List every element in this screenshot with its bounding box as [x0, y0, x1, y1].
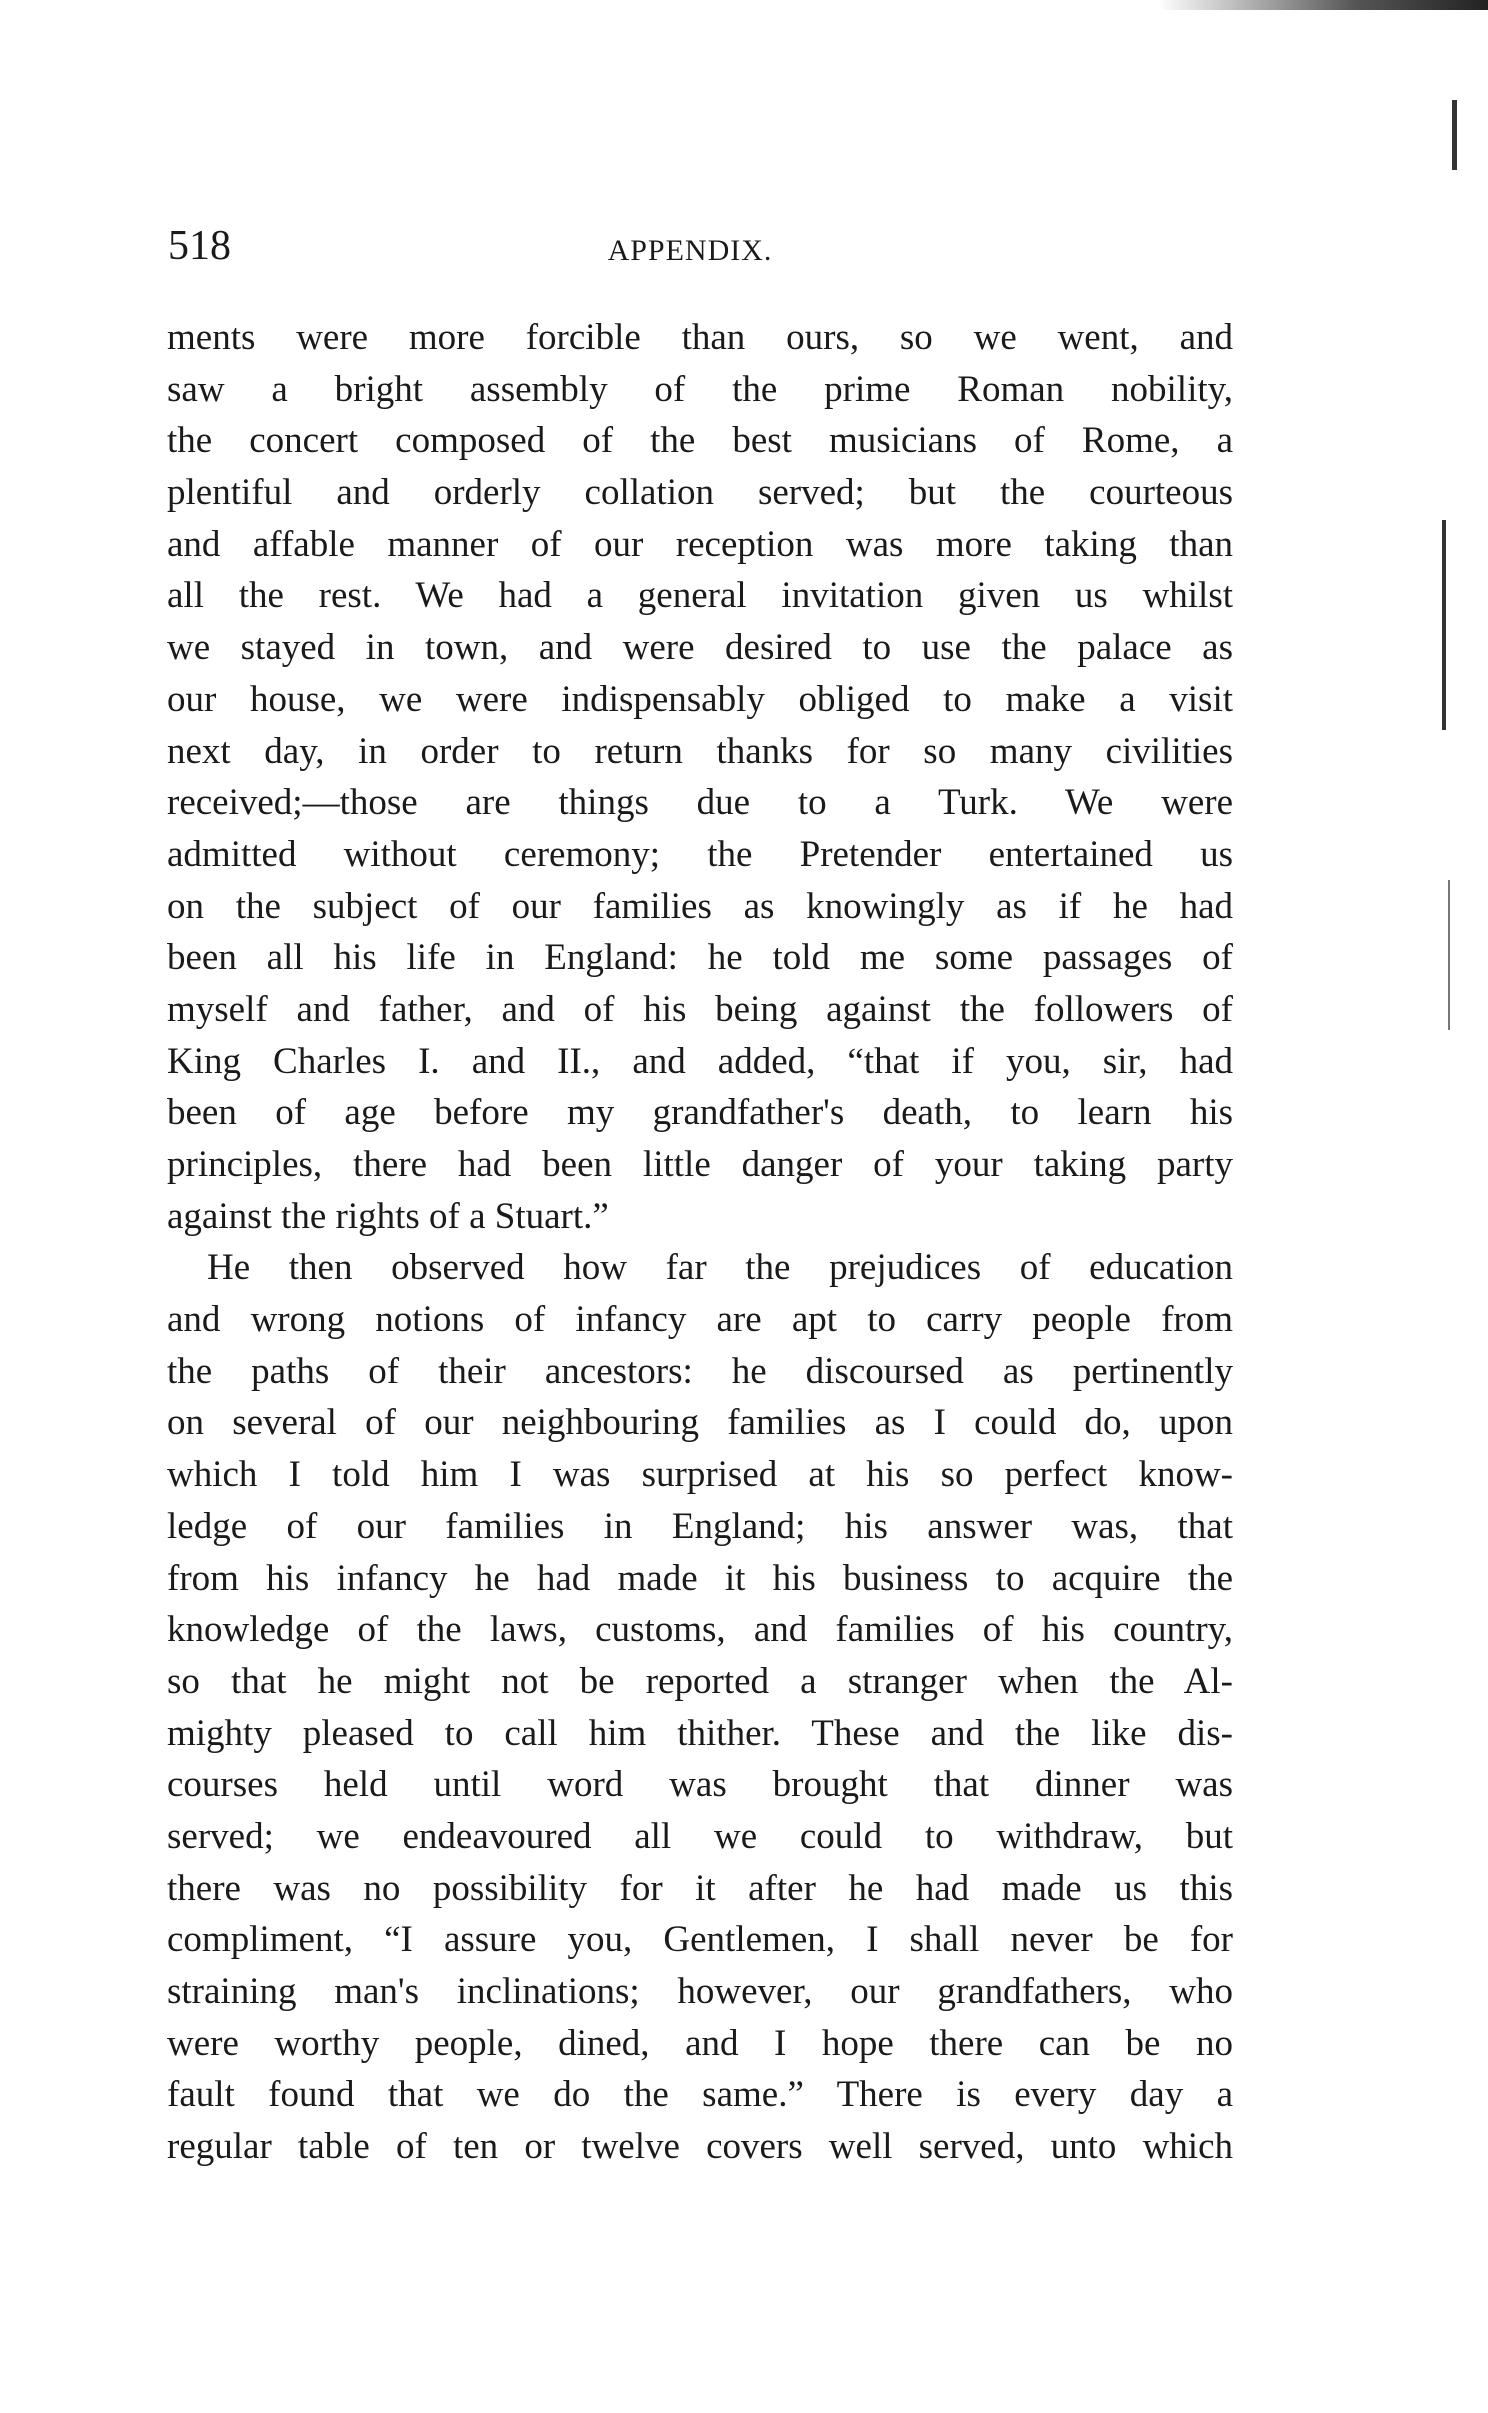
text-line: served; we endeavoured all we could to withdraw, but [167, 1815, 1233, 1857]
text-line: been all his life in England: he told me some passages of [167, 937, 1233, 979]
text-line: next day, in order to return thanks for so many civilities [167, 730, 1233, 772]
text-line: knowledge of the laws, customs, and families of his country, [167, 1609, 1233, 1651]
text-line: which I told him I was surprised at his so perfect know- [167, 1454, 1233, 1496]
paragraph [167, 1242, 1233, 2172]
text-line: were worthy people, dined, and I hope there can be no [167, 2022, 1233, 2064]
text-line: ments were more forcible than ours, so we went, and [167, 317, 1233, 358]
text-line: there was no possibility for it after he had made us this [167, 1867, 1233, 1909]
scan-artifact [1158, 0, 1488, 10]
paragraph [167, 312, 1233, 1242]
scan-artifact [1448, 880, 1450, 1030]
text-line: on the subject of our families as knowingly as if he had [167, 885, 1233, 927]
text-line: King Charles I. and II., and added, “that if you, sir, had [167, 1040, 1233, 1082]
text-line: straining man's inclinations; however, our grandfathers, who [167, 1971, 1233, 2012]
text-line: compliment, “I assure you, Gentlemen, I shall never be for [167, 1919, 1233, 1961]
text-line: received;—those are things due to a Turk. We were [167, 782, 1233, 824]
text-line: been of age before my grandfather's death, to learn his [167, 1092, 1233, 1134]
text-line: myself and father, and of his being against the followers of [167, 988, 1233, 1030]
text-line: we stayed in town, and were desired to use the palace as [167, 627, 1233, 669]
text-line: from his infancy he had made it his business to acquire the [167, 1557, 1233, 1599]
text-line: principles, there had been little danger of your taking party [167, 1144, 1233, 1185]
page-number: 518 [168, 223, 231, 269]
text-line: courses held until word was brought that dinner was [167, 1764, 1233, 1806]
text-line: fault found that we do the same.” There is every day a [167, 2074, 1233, 2116]
text-line: all the rest. We had a general invitation given us whilst [167, 575, 1233, 617]
scan-artifact [1452, 100, 1457, 170]
text-line: admitted without ceremony; the Pretender entertained us [167, 833, 1233, 875]
text-line: and wrong notions of infancy are apt to carry people from [167, 1299, 1233, 1341]
text-line: plentiful and orderly collation served; but the courteous [167, 472, 1233, 514]
scan-artifact [1442, 520, 1446, 730]
text-line: the concert composed of the best musicians of Rome, a [167, 420, 1233, 462]
text-line: and affable manner of our reception was more taking than [167, 523, 1233, 565]
text-line: against the rights of a Stuart.” [167, 1195, 609, 1237]
text-line: ledge of our families in England; his answer was, that [167, 1505, 1233, 1547]
body-text [167, 312, 1233, 2173]
text-line: our house, we were indispensably obliged to make a visit [167, 678, 1233, 720]
text-line: so that he might not be reported a stranger when the Al- [167, 1660, 1233, 1702]
text-line: the paths of their ancestors: he discoursed as pertinently [167, 1350, 1233, 1392]
text-line: saw a bright assembly of the prime Roman nobility, [167, 368, 1233, 410]
text-line: regular table of ten or twelve covers well served, unto which [167, 2126, 1233, 2168]
running-title: APPENDIX. [607, 234, 773, 267]
text-line: on several of our neighbouring families as I could do, upon [167, 1402, 1233, 1444]
text-line: He then observed how far the prejudices of education [207, 1247, 1233, 1289]
text-line: mighty pleased to call him thither. These and the like dis- [167, 1712, 1233, 1754]
